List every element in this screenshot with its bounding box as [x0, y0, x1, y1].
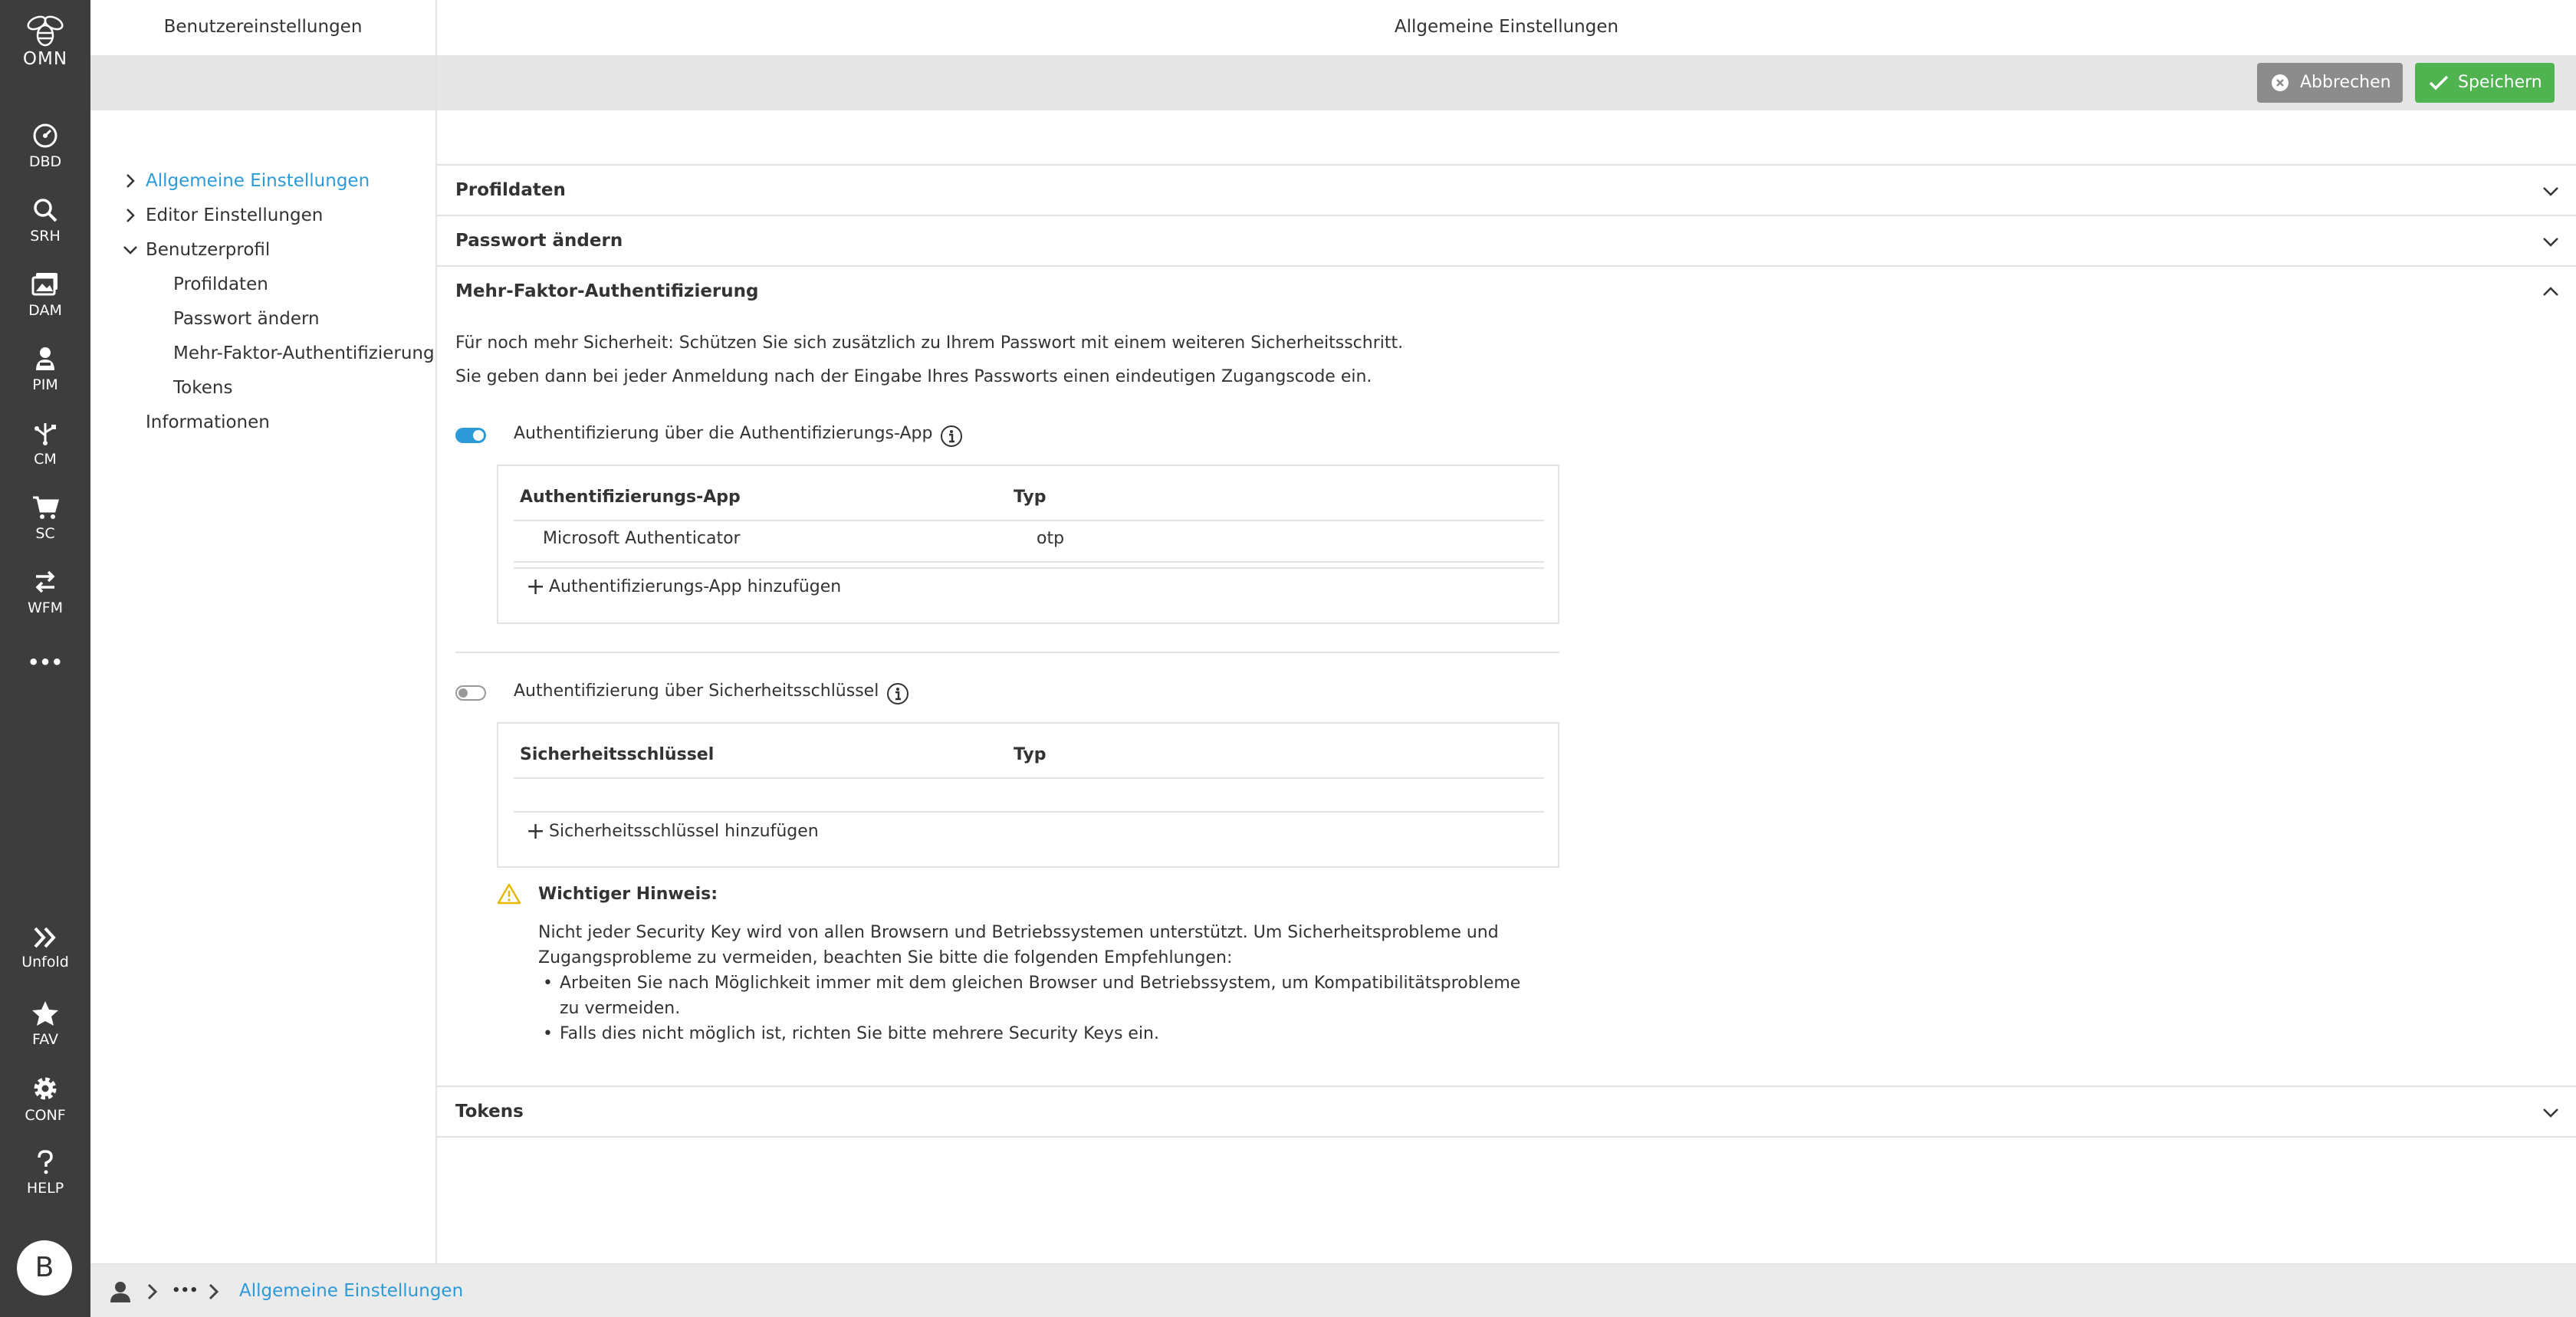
unfold-icon [32, 926, 58, 949]
rail-label: Unfold [21, 954, 69, 971]
section-title: Passwort ändern [455, 231, 623, 251]
section-tokens [437, 1085, 2576, 1138]
add-label: Sicherheitsschlüssel hinzufügen [549, 822, 819, 841]
tree-item-tokens[interactable] [173, 373, 232, 403]
close-circle-icon [2271, 74, 2289, 92]
rail-label: PIM [32, 376, 58, 393]
rail-label: DBD [28, 153, 62, 170]
main-panel [437, 0, 2576, 1263]
security-key-label: Authentifizierung über Sicherheitsschlüssel [514, 681, 879, 701]
tree-item-label: Editor Einstellungen [146, 205, 324, 225]
rail-item-cm[interactable] [0, 420, 90, 468]
dashboard-icon [32, 123, 58, 149]
product-icon [32, 346, 58, 372]
tree-item-profile-data[interactable] [173, 269, 268, 300]
more-icon: ••• [27, 652, 64, 673]
table-divider [514, 777, 1544, 779]
section-header-profile-data[interactable] [437, 166, 2576, 215]
rail-label: CONF [25, 1107, 66, 1124]
table-divider [514, 811, 1544, 813]
rail-label: FAV [32, 1031, 58, 1048]
rail-label: WFM [27, 599, 64, 616]
table-divider [514, 520, 1544, 521]
chevron-right-icon [207, 1264, 221, 1317]
col-header-app: Authentifizierungs-App [520, 488, 741, 507]
rail-item-help[interactable] [0, 1149, 90, 1197]
chevron-right-icon [146, 1264, 159, 1317]
rail-item-dbd[interactable] [0, 123, 90, 170]
col-header-type: Typ [1014, 745, 1046, 764]
col-header-key: Sicherheitsschlüssel [520, 745, 715, 764]
cart-icon [31, 494, 59, 521]
cancel-label: Abbrechen [2300, 73, 2391, 92]
chevron-right-icon [123, 173, 138, 189]
app-auth-label: Authentifizierung über die Authentifizierungs-App [514, 424, 933, 443]
chevron-down-icon [123, 242, 138, 258]
tree-item-mfa[interactable] [173, 338, 435, 369]
rail-item-sc[interactable] [0, 494, 90, 542]
rail-item-more[interactable] [0, 652, 90, 673]
checkmark-icon [2429, 74, 2449, 92]
chevron-down-icon [2542, 182, 2559, 199]
table-divider [514, 561, 1544, 563]
logo-label: OMN [22, 49, 68, 69]
chevron-down-icon [2542, 233, 2559, 250]
section-change-password [437, 215, 2576, 265]
col-header-type: Typ [1014, 488, 1046, 507]
mfa-intro-2: Sie geben dann bei jeder Anmeldung nach der Eingabe Ihres Passworts einen eindeutigen Zugangscode ein. [455, 367, 1372, 386]
tree-item-label: Passwort ändern [173, 309, 320, 329]
security-key-toggle[interactable] [455, 685, 486, 701]
plus-icon: + [526, 818, 546, 845]
rail-label: HELP [26, 1180, 64, 1197]
settings-sidebar [90, 0, 437, 1263]
auth-app-table [497, 465, 1559, 624]
chevron-right-icon [123, 208, 138, 223]
chevron-up-icon [2542, 284, 2559, 301]
security-key-table [497, 722, 1559, 868]
section-header-tokens[interactable] [437, 1087, 2576, 1136]
breadcrumb-ellipsis[interactable]: ••• [172, 1283, 199, 1299]
table-divider [514, 567, 1544, 569]
page-title: Allgemeine Einstellungen [1394, 17, 1619, 37]
save-label: Speichern [2458, 73, 2542, 92]
help-icon [34, 1149, 57, 1175]
section-profile-data [437, 164, 2576, 215]
warning-icon [497, 883, 521, 905]
tree-item-information[interactable] [146, 407, 270, 438]
section-header-mfa[interactable] [437, 267, 2576, 316]
rail-label: SRH [30, 228, 61, 245]
chevron-down-icon [2542, 1104, 2559, 1121]
rail-item-dam[interactable] [0, 271, 90, 319]
tree-item-label: Profildaten [173, 274, 268, 294]
save-button[interactable] [2415, 63, 2555, 103]
mfa-intro-1: Für noch mehr Sicherheit: Schützen Sie sich zusätzlich zu Ihrem Passwort mit einem weiteren Sicherheitsschritt. [455, 333, 1404, 353]
star-icon [31, 1000, 59, 1026]
rail-item-conf[interactable] [0, 1075, 90, 1124]
rail-label: CM [34, 451, 57, 468]
tree-item-change-password[interactable] [173, 304, 320, 334]
avatar[interactable]: B [17, 1240, 72, 1296]
info-icon[interactable] [886, 682, 909, 705]
tree-item-label: Tokens [173, 378, 233, 398]
omn-logo[interactable] [0, 14, 90, 69]
rail-item-wfm[interactable] [0, 569, 90, 616]
section-title: Profildaten [455, 180, 566, 200]
plus-icon: + [526, 573, 546, 600]
warning-title: Wichtiger Hinweis: [538, 885, 718, 904]
rail-label: DAM [28, 302, 62, 319]
section-title: Mehr-Faktor-Authentifizierung [455, 281, 759, 301]
sidebar-title: Benutzereinstellungen [163, 17, 363, 37]
add-auth-app-button[interactable] [526, 573, 842, 600]
bottom-breadcrumb-bar [90, 1263, 2576, 1317]
section-title: Tokens [455, 1102, 524, 1122]
workflow-icon [31, 569, 59, 595]
images-icon [31, 271, 59, 297]
breadcrumb-current[interactable]: Allgemeine Einstellungen [239, 1281, 464, 1301]
rail-item-pim[interactable] [0, 346, 90, 393]
user-icon[interactable] [109, 1264, 132, 1317]
rail-label: SC [35, 525, 55, 542]
tree-item-label: Informationen [146, 412, 270, 432]
rail-item-fav[interactable] [0, 1000, 90, 1048]
warning-bullet: • Falls dies nicht möglich ist, richten Sie bitte mehrere Security Keys ein. [560, 1021, 1541, 1046]
section-divider [455, 652, 1559, 653]
add-security-key-button[interactable] [526, 818, 819, 845]
bee-icon [25, 14, 65, 48]
tree-item-label: Benutzerprofil [146, 240, 271, 260]
tree-item-label: Mehr-Faktor-Authentifizierung [173, 343, 435, 363]
channel-icon [32, 420, 58, 446]
sidebar-toolbar [90, 55, 435, 110]
warning-bullet: • Arbeiten Sie nach Möglichkeit immer mit dem gleichen Browser und Betriebssystem, um Kompatibilitätsprobleme zu vermeiden. [560, 971, 1541, 1021]
gear-icon [31, 1075, 59, 1102]
cancel-button[interactable] [2257, 63, 2403, 103]
table-row-app-type: otp [1037, 529, 1065, 548]
warning-text: Nicht jeder Security Key wird von allen Browsern und Betriebssystemen unterstützt. Um Sicherheitsprobleme und Zugangsprobleme zu vermeiden, beachten Sie bitte die folgenden Empfehlungen: [538, 923, 1499, 967]
app-nav-rail [0, 0, 90, 1317]
section-header-change-password[interactable] [437, 216, 2576, 265]
add-label: Authentifizierungs-App hinzufügen [549, 577, 842, 596]
table-row-app-name: Microsoft Authenticator [543, 529, 741, 548]
tree-item-editor-settings[interactable] [146, 200, 323, 231]
search-icon [32, 197, 58, 223]
action-toolbar [437, 55, 2576, 110]
app-auth-toggle[interactable] [455, 428, 486, 443]
info-icon[interactable] [940, 425, 963, 448]
tree-item-general-settings[interactable] [146, 166, 370, 196]
section-mfa [437, 265, 2576, 1085]
rail-item-unfold[interactable] [0, 926, 90, 971]
tree-item-label: Allgemeine Einstellungen [146, 171, 370, 191]
tree-item-user-profile[interactable] [146, 235, 270, 265]
rail-item-srh[interactable] [0, 197, 90, 245]
